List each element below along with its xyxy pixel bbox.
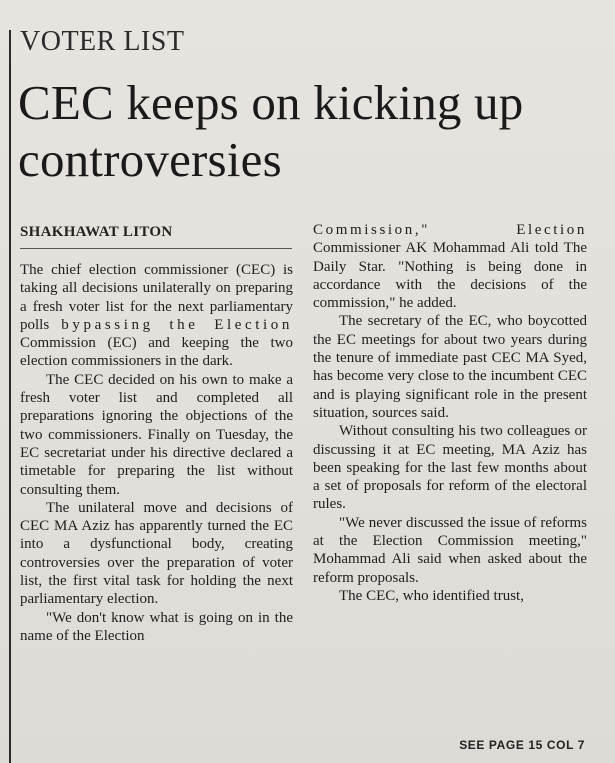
paragraph-text-spaced: Commission," Election (313, 222, 587, 238)
article-column-left (20, 261, 293, 645)
paragraph: "We don't know what is going on in the name of the Election (20, 609, 293, 644)
paragraph-text-spaced: bypassing the Election (61, 316, 294, 333)
headline: CEC keeps on kicking up controversies (18, 75, 524, 187)
paragraph: Without consulting his two colleagues or discussing it at EC meeting, MA Aziz has been speaking for the last few months about a set of proposals for reform of the electoral rules. (313, 423, 587, 513)
byline: SHAKHAWAT LITON (20, 224, 173, 240)
paragraph (20, 261, 293, 371)
byline-divider (20, 248, 292, 249)
paragraph: The secretary of the EC, who boycotted the EC meetings for about two years during the tenure of immediate past CEC MA Syed, has become very close to the incumbent CEC and is playing significant role in the present situation, sources said. (313, 313, 587, 421)
paragraph: "We never discussed the issue of reforms at the Election Commission meeting," Mohammad Ali said when asked about the reform proposals. (313, 514, 587, 586)
column-rule (9, 30, 11, 763)
section-kicker: VOTER LIST (20, 26, 185, 57)
paragraph-text: Commissioner AK Mohammad Ali told The Daily Star. "Nothing is being done in accordance with the decisions of the commission," he added. (313, 240, 587, 312)
paragraph: The CEC, who identified trust, (339, 587, 524, 604)
article-column-right (313, 221, 587, 605)
paragraph-text: The chief election commissioner (CEC) is taking all decisions unilaterally on preparing a fresh voter list for the next parliamentary polls (20, 262, 293, 333)
paragraph-text: Commission (EC) and keeping the two election commissioners in the dark. (20, 335, 293, 370)
paragraph (313, 221, 587, 312)
continuation-note: SEE PAGE 15 COL 7 (459, 738, 585, 752)
paragraph: The unilateral move and decisions of CEC MA Aziz has apparently turned the EC into a dysfunctional body, creating controversies over the preparation of voter list, the first vital task for holding the next parliamentary election. (20, 499, 293, 608)
paragraph: The CEC decided on his own to make a fresh voter list and completed all preparations ignoring the objections of the two commissioners. Finally on Tuesday, the EC secretariat under his directive declared a timetable for preparing the list without consulting them. (20, 371, 293, 498)
